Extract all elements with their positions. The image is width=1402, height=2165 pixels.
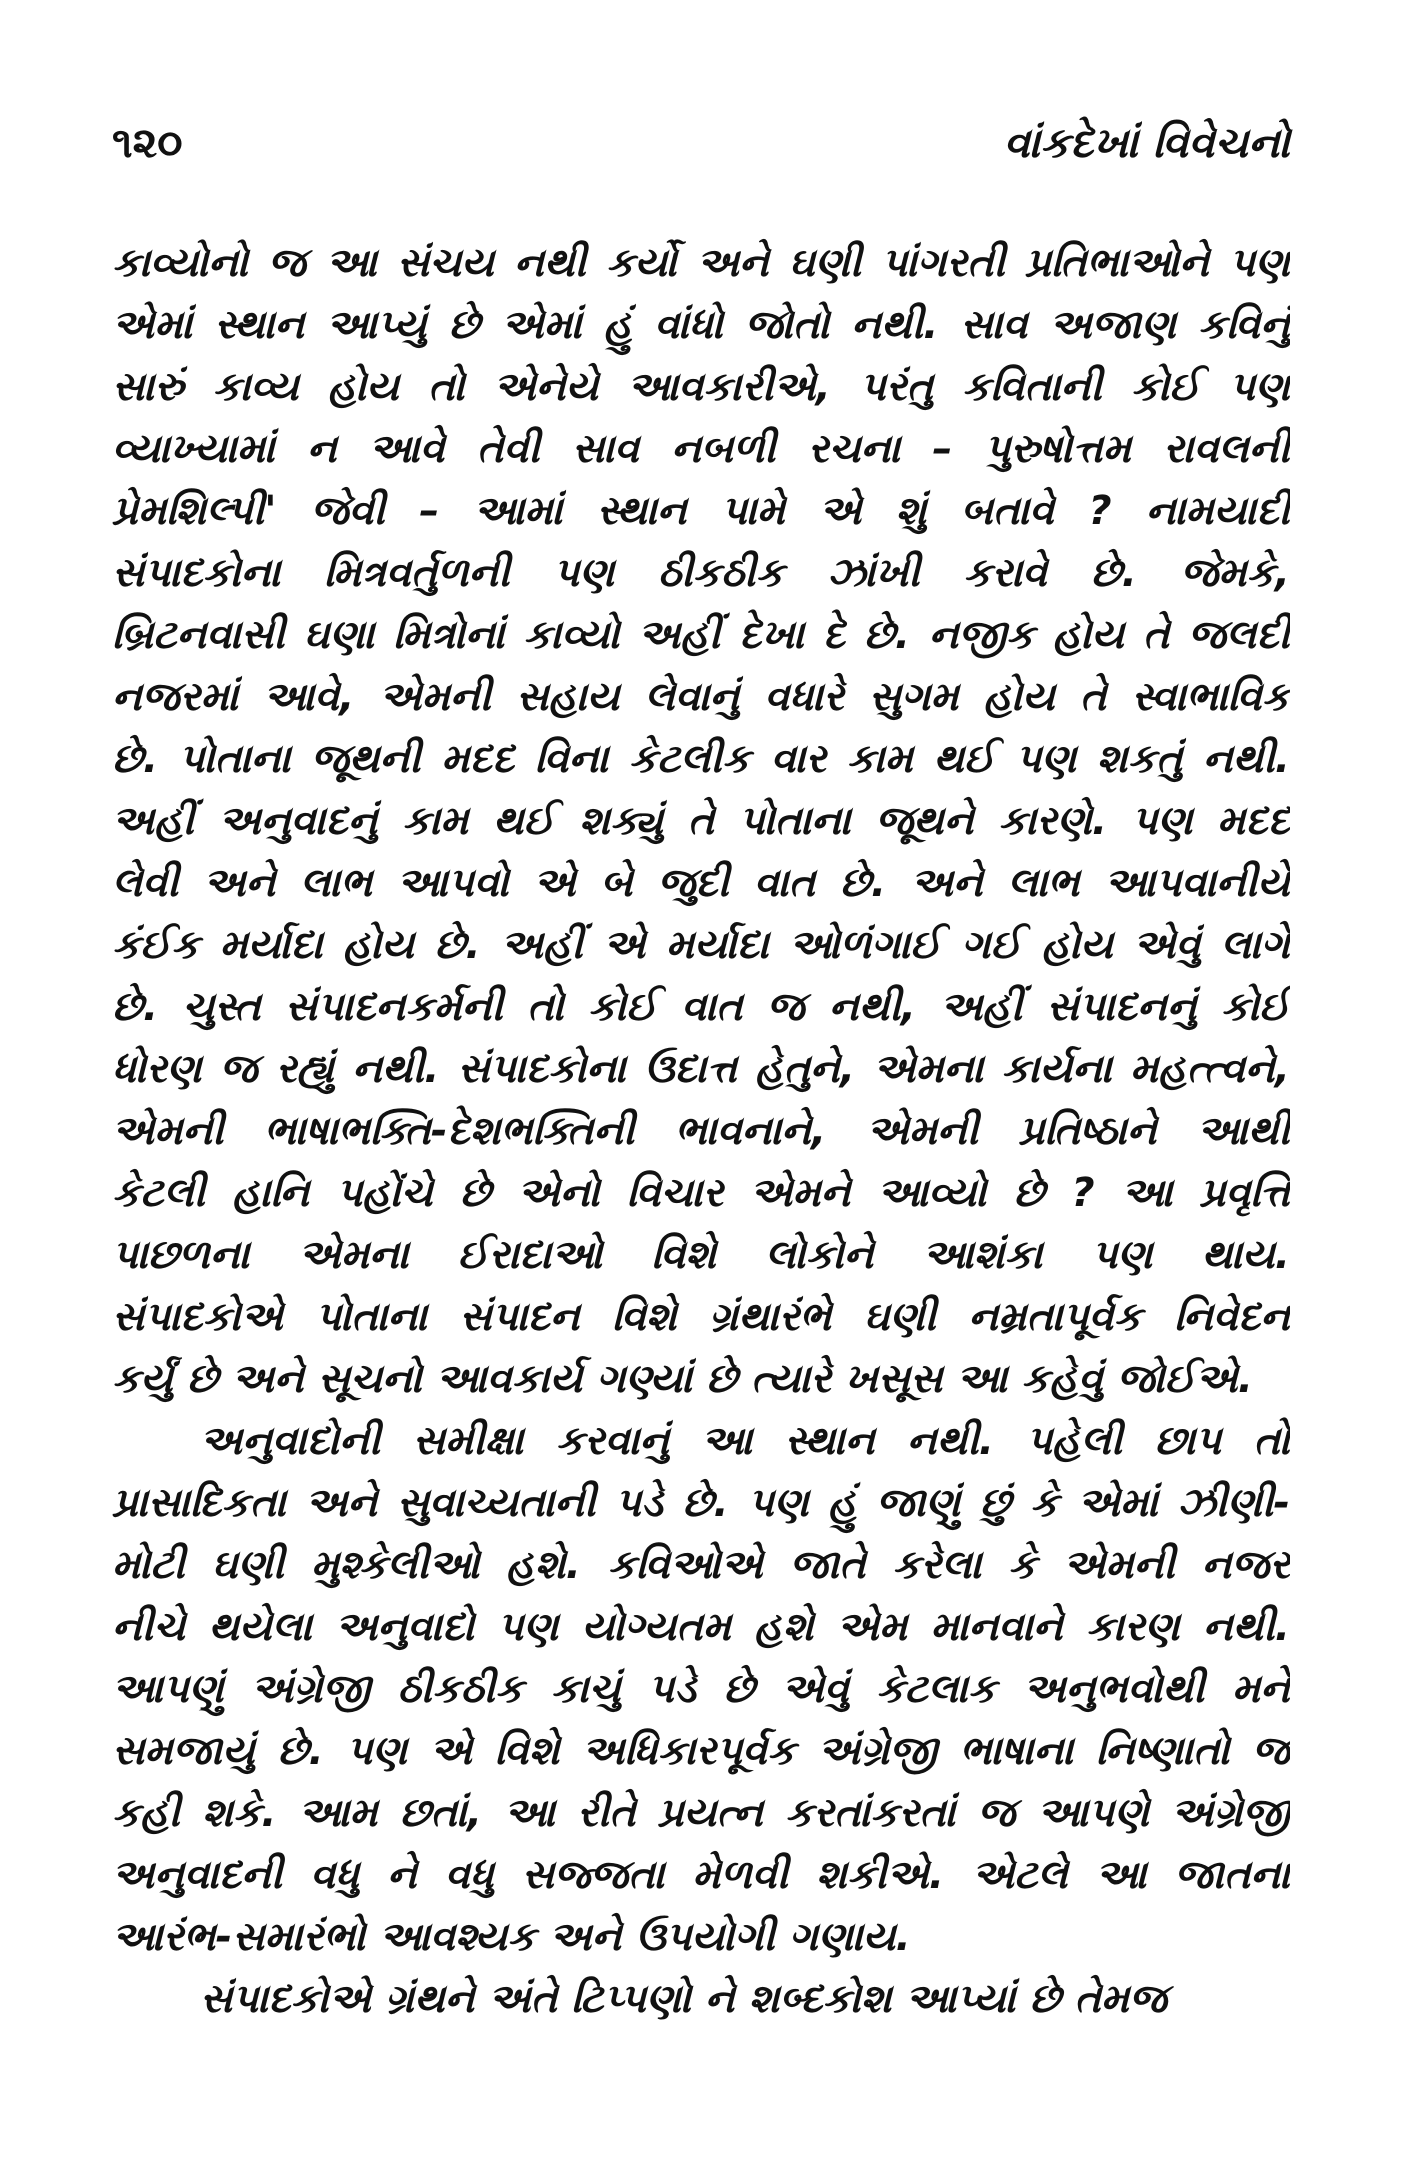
paragraph (112, 1410, 1290, 1968)
text-line: અહીં અનુવાદનું કામ થઈ શક્યું તે પોતાના જૂથને કારણે. પણ મદદ (112, 798, 1290, 844)
text-line: ધોરણ જ રહ્યું નથી. સંપાદકોના ઉદાત્ત હેતુને, એમના કાર્યના મહત્ત્વને, (112, 1046, 1290, 1092)
text-line: પ્રેમશિલ્પી' જેવી – આમાં સ્થાન પામે એ શું બતાવે ? નામયાદી (112, 488, 1290, 534)
paragraph (112, 1968, 1290, 2030)
text-line: આપણું અંગ્રેજી ઠીકઠીક કાચું પડે છે એવું કેટલાક અનુભવોથી મને (112, 1666, 1290, 1712)
text-line: કેટલી હાનિ પહોંચે છે એનો વિચાર એમને આવ્યો છે ? આ પ્રવૃત્તિ (112, 1170, 1290, 1216)
text-line: પાછળના એમના ઈરાદાઓ વિશે લોકોને આશંકા પણ થાય. (112, 1232, 1290, 1278)
text-line: વ્યાખ્યામાં ન આવે તેવી સાવ નબળી રચના – પુરુષોત્તમ રાવલની (112, 426, 1290, 472)
body-text (112, 232, 1290, 2030)
text-line: કહી શકે. આમ છતાં, આ રીતે પ્રયત્ન કરતાંકરતાં જ આપણે અંગ્રેજી (112, 1790, 1290, 1836)
text-line: સંપાદકોના મિત્રવર્તુળની પણ ઠીકઠીક ઝાંખી કરાવે છે. જેમકે, (112, 550, 1290, 596)
text-line: લેવી અને લાભ આપવો એ બે જુદી વાત છે. અને લાભ આપવાનીયે (112, 860, 1290, 906)
text-line: અનુવાદોની સમીક્ષા કરવાનું આ સ્થાન નથી. પહેલી છાપ તો (200, 1418, 1290, 1464)
text-line: કંઈક મર્યાદા હોય છે. અહીં એ મર્યાદા ઓળંગાઈ ગઈ હોય એવું લાગે (112, 922, 1290, 968)
text-line: કાવ્યોનો જ આ સંચય નથી કર્યો અને ઘણી પાંગરતી પ્રતિભાઓને પણ (112, 240, 1290, 286)
text-line: નજરમાં આવે, એમની સહાય લેવાનું વધારે સુગમ હોય તે સ્વાભાવિક (112, 674, 1290, 720)
text-line: સારું કાવ્ય હોય તો એનેયે આવકારીએ, પરંતુ કવિતાની કોઈ પણ (112, 364, 1290, 410)
text-line: એમની ભાષાભક્તિ-દેશભક્તિની ભાવનાને, એમની પ્રતિષ્ઠાને આથી (112, 1108, 1290, 1154)
text-line: મોટી ઘણી મુશ્કેલીઓ હશે. કવિઓએ જાતે કરેલા કે એમની નજર (112, 1542, 1290, 1588)
text-line: છે. પોતાના જૂથની મદદ વિના કેટલીક વાર કામ થઈ પણ શકતું નથી. (112, 736, 1290, 782)
text-line: પ્રાસાદિકતા અને સુવાચ્યતાની પડે છે. પણ હું જાણું છું કે એમાં ઝીણી- (112, 1480, 1290, 1526)
text-line: એમાં સ્થાન આપ્યું છે એમાં હું વાંધો જોતો નથી. સાવ અજાણ કવિનું (112, 302, 1290, 348)
running-title: વાંકદેખાં વિવેચનો (1003, 118, 1290, 167)
text-line: અનુવાદની વધુ ને વધુ સજ્જતા મેળવી શકીએ. એટલે આ જાતના (112, 1852, 1290, 1898)
text-line: સંપાદકોએ પોતાના સંપાદન વિશે ગ્રંથારંભે ઘણી નમ્રતાપૂર્વક નિવેદન (112, 1294, 1290, 1340)
text-line: બ્રિટનવાસી ઘણા મિત્રોનાં કાવ્યો અહીં દેખા દે છે. નજીક હોય તે જલદી (112, 612, 1290, 658)
paragraph (112, 232, 1290, 1410)
text-line: સમજાયું છે. પણ એ વિશે અધિકારપૂર્વક અંગ્રેજી ભાષાના નિષ્ણાતો જ (112, 1728, 1290, 1774)
text-line: આરંભ-સમારંભો આવશ્યક અને ઉપયોગી ગણાય. (112, 1914, 911, 1960)
running-head (112, 118, 1290, 178)
text-line: સંપાદકોએ ગ્રંથને અંતે ટિપ્પણો ને શબ્દકોશ આપ્યાં છે તેમજ (200, 1976, 1167, 2022)
text-line: કર્યું છે અને સૂચનો આવકાર્ય ગણ્યાં છે ત્યારે ખસૂસ આ કહેવું જોઈએ. (112, 1356, 1253, 1402)
text-line: નીચે થયેલા અનુવાદો પણ યોગ્યતમ હશે એમ માનવાને કારણ નથી. (112, 1604, 1290, 1650)
text-line: છે. ચુસ્ત સંપાદનકર્મની તો કોઈ વાત જ નથી, અહીં સંપાદનનું કોઈ (112, 984, 1290, 1030)
page-number: ૧૨૦ (112, 118, 183, 167)
